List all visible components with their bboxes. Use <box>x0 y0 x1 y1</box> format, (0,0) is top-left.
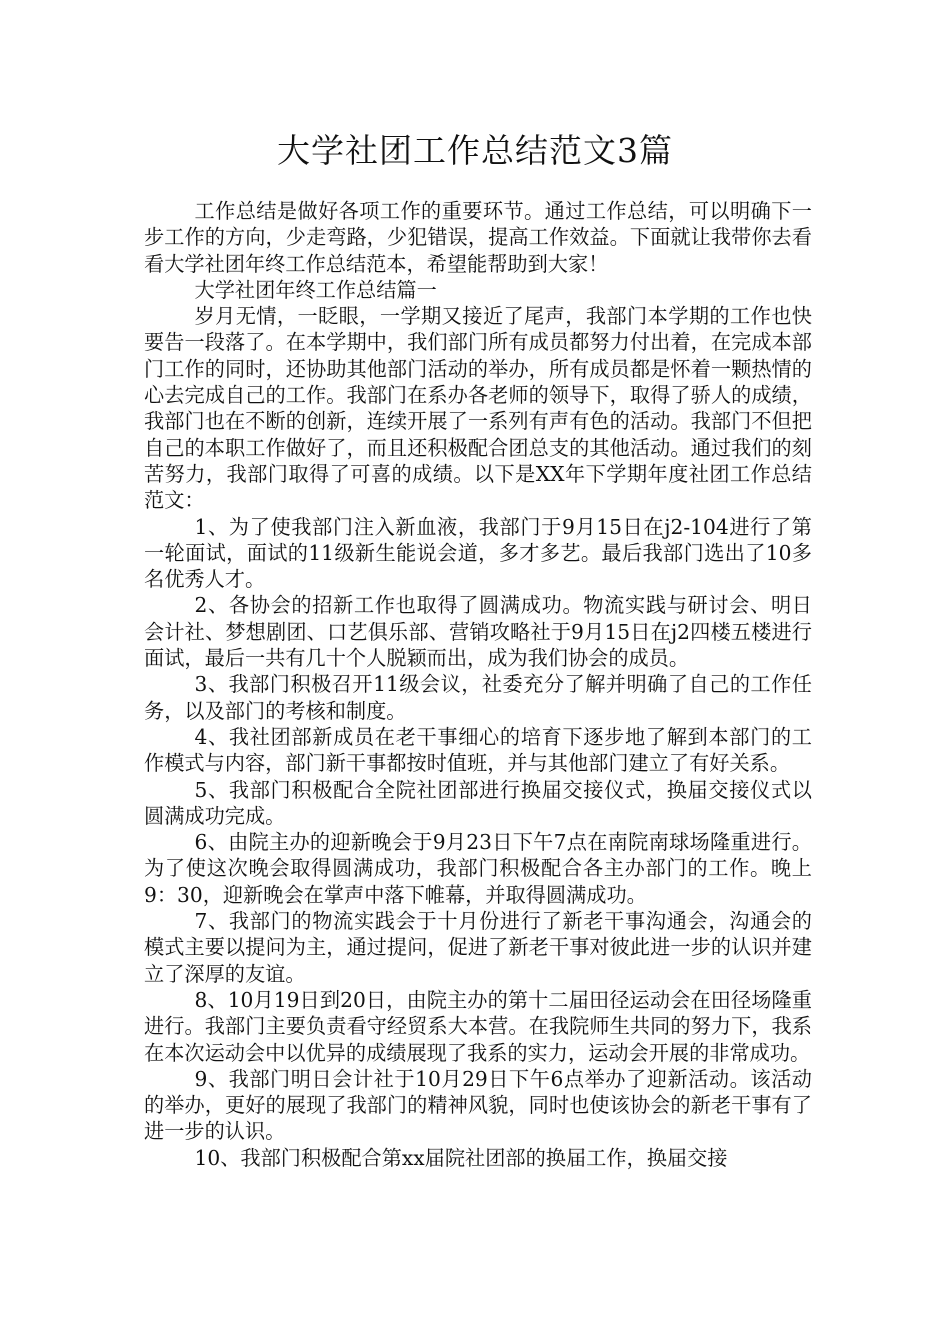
list-item: 3、我部门积极召开11级会议，社委充分了解并明确了自己的工作任务，以及部门的考核和制度。 <box>144 672 812 723</box>
list-item: 2、各协会的招新工作也取得了圆满成功。物流实践与研讨会、明日会计社、梦想剧团、口艺俱乐部、营销攻略社于9月15日在j2四楼五楼进行面试，最后一共有几十个人脱颖而出，成为我们协会的成员。 <box>144 593 812 671</box>
list-item: 4、我社团部新成员在老干事细心的培育下逐步地了解到本部门的工作模式与内容，部门新干事都按时值班，并与其他部门建立了有好关系。 <box>144 724 812 776</box>
list-item: 1、为了使我部门注入新血液，我部门于9月15日在j2-104进行了第一轮面试，面试的11级新生能说会道，多才多艺。最后我部门选出了10多名优秀人才。 <box>144 514 812 592</box>
paragraph-overview: 岁月无情，一眨眼，一学期又接近了尾声，我部门本学期的工作也快要告一段落了。在本学期中，我们部门所有成员都努力付出着，在完成本部门工作的同时，还协助其他部门活动的举办，所有成员都是怀着一颗热情的心去完成自己的工作。我部门在系办各老师的领导下，取得了骄人的成绩，我部门也在不断的创新，连续开展了一系列有声有色的活动。我部门不但把自己的本职工作做好了，而且还积极配合团总支的其他活动。通过我们的刻苦努力，我部门取得了可喜的成绩。以下是XX年下学期年度社团工作总结范文： <box>144 304 812 513</box>
document-body <box>144 198 812 1171</box>
list-item: 8、10月19日到20日，由院主办的第十二届田径运动会在田径场隆重进行。我部门主要负责看守经贸系大本营。在我院师生共同的努力下，我系在本次运动会中以优异的成绩展现了我系的实力，运动会开展的非常成功。 <box>144 987 812 1065</box>
list-item: 10、我部门积极配合第xx届院社团部的换届工作，换届交接 <box>194 1145 728 1170</box>
list-item: 6、由院主办的迎新晚会于9月23日下午7点在南院南球场隆重进行。为了使这次晚会取得圆满成功，我部门积极配合各主办部门的工作。晚上9：30，迎新晚会在掌声中落下帷幕，并取得圆满成功。 <box>144 830 812 907</box>
list-item: 5、我部门积极配合全院社团部进行换届交接仪式，换届交接仪式以圆满成功完成。 <box>144 777 812 828</box>
paragraph-intro: 工作总结是做好各项工作的重要环节。通过工作总结，可以明确下一步工作的方向，少走弯路，少犯错误，提高工作效益。下面就让我带你去看看大学社团年终工作总结范本，希望能帮助到大家！ <box>144 199 812 276</box>
list-item: 9、我部门明日会计社于10月29日下午6点举办了迎新活动。该活动的举办，更好的展现了我部门的精神风貌，同时也使该协会的新老干事有了进一步的认识。 <box>144 1066 812 1144</box>
section-heading: 大学社团年终工作总结篇一 <box>194 277 437 302</box>
document-title: 大学社团工作总结范文3篇 <box>277 131 673 170</box>
list-item: 7、我部门的物流实践会于十月份进行了新老干事沟通会，沟通会的模式主要以提问为主，通过提问，促进了新老干事对彼此进一步的认识并建立了深厚的友谊。 <box>144 909 812 986</box>
